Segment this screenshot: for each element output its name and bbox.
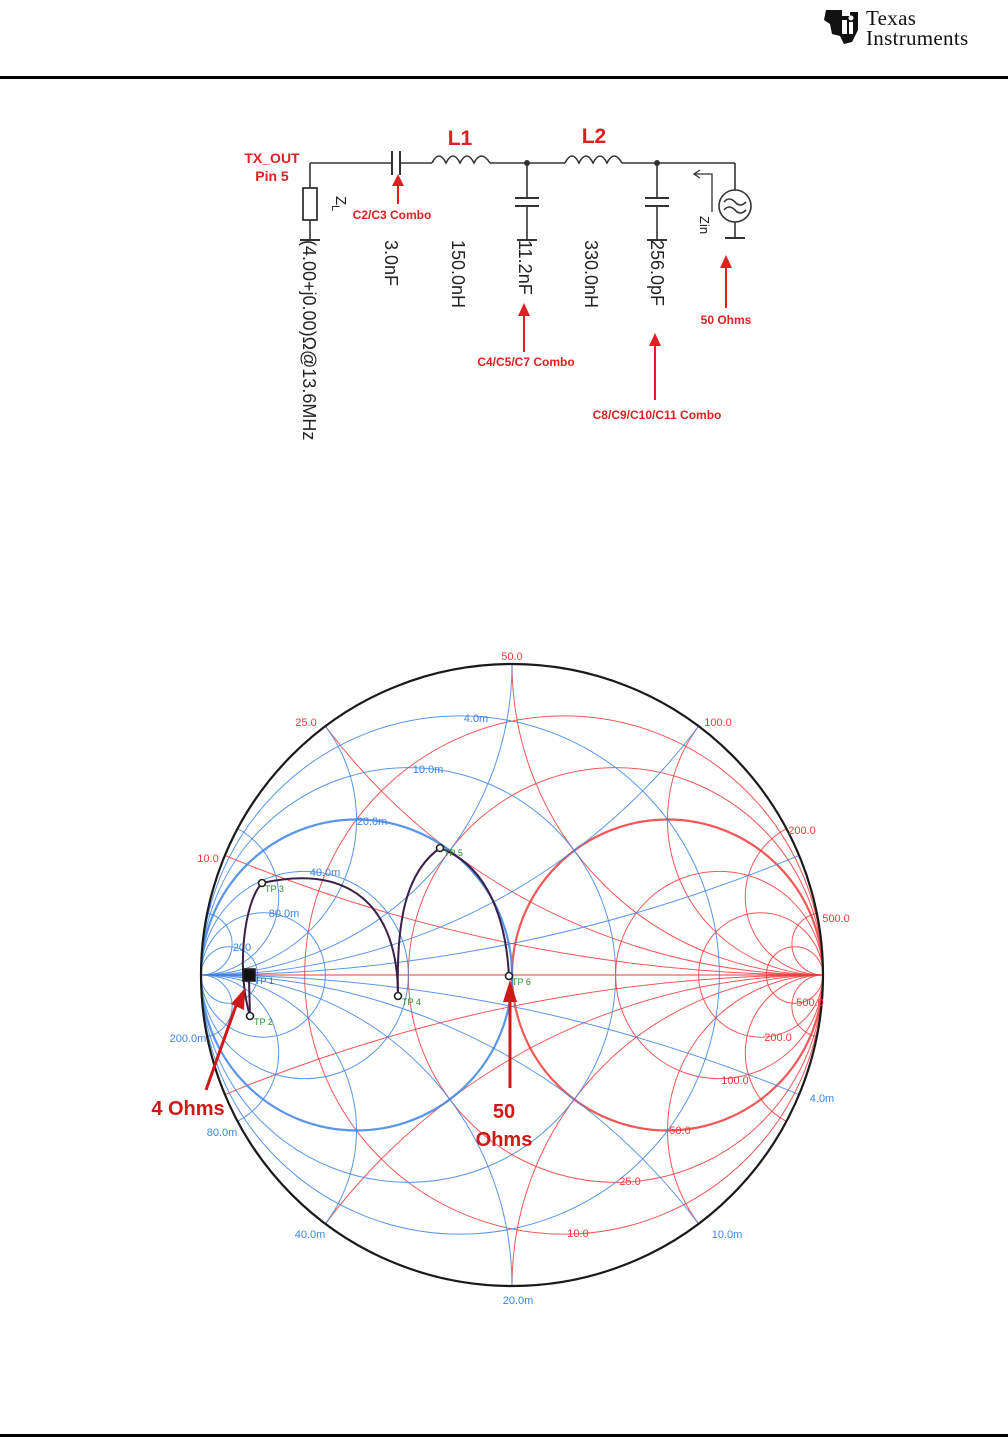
- label-z-100: 100.0: [704, 717, 732, 729]
- zin-label: Zin: [697, 216, 712, 235]
- susceptance-arc: [0, 975, 823, 1340]
- load-symbol: $Z_L$: [329, 196, 349, 212]
- c1-value: 3.0nF: [381, 240, 401, 287]
- reactance-arc: [512, 640, 1008, 975]
- label-y-20m: 20.0m: [356, 816, 388, 828]
- tp2-marker: [247, 1013, 254, 1020]
- logo-line-1: Texas: [866, 6, 917, 30]
- annotation-source: 50 Ohms: [700, 313, 752, 327]
- ti-logo: [820, 0, 1008, 55]
- l2-value: 330.0nH: [581, 240, 601, 309]
- port-label-1: TX_OUT: [244, 150, 300, 166]
- susceptance-arc: [0, 975, 512, 1340]
- annotation-c8c11: C8/C9/C10/C11 Combo: [592, 408, 722, 422]
- tp6-label: TP 6: [512, 977, 531, 987]
- schematic-diagram: [0, 100, 1008, 620]
- reactance-arc: [668, 664, 979, 975]
- c3-value: 256.0pF: [647, 240, 667, 307]
- tp2-label: TP 2: [254, 1017, 273, 1027]
- label-y-40mn: 40.0m: [294, 1229, 326, 1241]
- logo-line-2: Instruments: [866, 26, 969, 50]
- l1-value: 150.0nH: [448, 240, 468, 309]
- label-y-10m: 10.0m: [412, 764, 444, 776]
- label-y-10mn: 10.0m: [711, 1229, 743, 1241]
- reactance-arc: [512, 975, 1008, 1340]
- tp1-marker: [243, 969, 255, 981]
- footer-rule: [0, 1434, 1008, 1437]
- label-y-200: 200: [232, 942, 252, 954]
- smith-chart: [0, 640, 1008, 1340]
- label-y-80mn: 80.0m: [206, 1127, 238, 1139]
- l1-name: L1: [447, 127, 473, 150]
- annotation-c2c3: C2/C3 Combo: [352, 208, 432, 222]
- label-z-200n: 200.0: [764, 1032, 792, 1044]
- annotation-c4c5c7: C4/C5/C7 Combo: [477, 355, 575, 369]
- label-z-100n: 100.0: [721, 1075, 749, 1087]
- callout-4-ohms: 4 Ohms: [151, 1098, 225, 1120]
- tp1-label: TP 1: [255, 976, 274, 986]
- header-rule: [0, 76, 1008, 79]
- reactance-arc: [201, 640, 1008, 975]
- label-z-top: 50.0: [501, 651, 523, 663]
- label-y-20mn: 20.0m: [502, 1295, 534, 1307]
- label-y-40m: 40.0m: [309, 867, 341, 879]
- susceptance-arc: [46, 664, 357, 975]
- label-y-4m: 4.0m: [463, 713, 489, 725]
- reactance-arc: [201, 975, 1008, 1340]
- tp5-label: TP 5: [444, 848, 463, 858]
- label-z-500n: 500.0: [796, 997, 824, 1009]
- label-z-10n: 10.0: [567, 1228, 589, 1240]
- label-z-10: 10.0: [197, 853, 219, 865]
- ti-logo-icon: [820, 4, 864, 48]
- susceptance-arc: [0, 640, 823, 975]
- l2-name: L2: [581, 125, 607, 148]
- label-z-25: 25.0: [295, 717, 317, 729]
- c2-value: 11.2nF: [515, 240, 535, 295]
- tp4-label: TP 4: [402, 997, 421, 1007]
- label-z-25n: 25.0: [619, 1176, 641, 1188]
- callout-ohms: Ohms: [475, 1129, 533, 1151]
- tp4-marker: [395, 993, 402, 1000]
- label-y-200m: 200.0m: [169, 1033, 207, 1045]
- label-z-500: 500.0: [822, 913, 850, 925]
- callout-50: 50: [492, 1101, 516, 1123]
- susceptance-arc: [0, 640, 512, 975]
- tp5-marker: [437, 845, 444, 852]
- tp3-label: TP 3: [265, 884, 284, 894]
- port-label-2: Pin 5: [255, 168, 289, 184]
- label-z-50n: 50.0: [669, 1125, 691, 1137]
- label-y-4mn: 4.0m: [809, 1093, 835, 1105]
- load-value: (4.00+j0.00)Ω@13.6MHz: [299, 240, 319, 441]
- label-y-80m: 80.0m: [268, 908, 300, 920]
- label-z-200: 200.0: [788, 825, 816, 837]
